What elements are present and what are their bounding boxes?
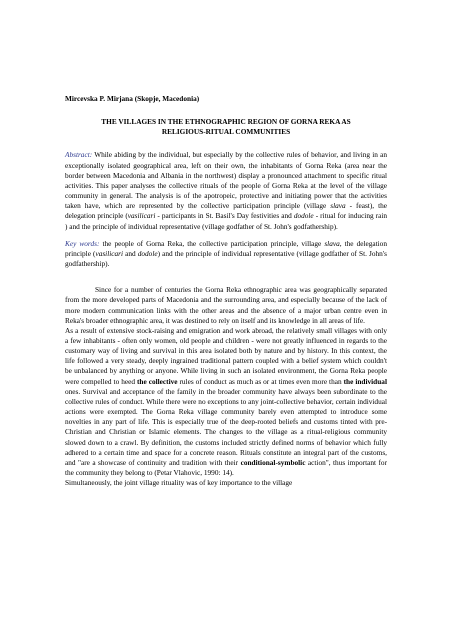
abstract [65, 150, 387, 231]
keywords-label: Key words: [65, 238, 100, 248]
abstract-term-dodole: dodole [293, 211, 314, 221]
title-line-1: THE VILLAGES IN THE ETHNOGRAPHIC REGION OF GORNA REKA AS [101, 117, 351, 127]
body-text-2d: action", thus important for the community they belong to (Petar Vlahovic, 1990: 14). [65, 457, 387, 477]
body-text-2c: ones. Survival and acceptance of the family in the broader community have always been subordinate to the collective rules of conduct. While there were no exceptions to any joint-collective behavior, certain individual actions were exempted. The Gorna Reka village community barely even attempted to introduce some novelties in any part of life. This is especially true of the deep-rooted beliefs and customs tinted with pre-Christian and Christian or Islamic elements. The changes to the village as a ritual-religious community slowed down to a crawl. By definition, the customs included strictly defined norms of behavior which fully adhered to a certain time and space for a concrete reason. Rituals constitute an integral part of the customs, and "are a showcase of continuity and tradition with their [65, 386, 387, 467]
body-text [65, 285, 387, 488]
keywords-term-slava: slava [324, 238, 340, 248]
abstract-text-3: - participants in St. Basil's Day festivities and [155, 211, 294, 221]
body-text-2b: rules of conduct as much as or at times even more than [177, 376, 344, 386]
keywords-term-dodole: dodole [137, 248, 158, 258]
keywords-text-1: the people of Gorna Reka, the collective participation principle, village [99, 238, 325, 248]
keywords-term-vasilicari: vasilicari [95, 248, 124, 258]
abstract-label: Abstract: [65, 150, 93, 160]
body-text-2a: As a result of extensive stock-raising and emigration and work abroad, the relatively small villages with only a few inhabitants - often only women, old people and children - were not greatly influenced in regards to the customary way of living and survival in this area isolated both by nature and by history. In this context, the life followed a very steady, deeply ingrained traditional pattern coupled with a belief system which couldn't be unbalanced by anything or anyone. While living in such an isolated environment, the Gorna Reka people were compelled to heed [65, 325, 387, 386]
abstract-term-vasilicari: vasilicari [127, 211, 156, 221]
abstract-term-slava: slava [330, 201, 346, 211]
paper-title [65, 117, 387, 137]
keywords-text-3: and [123, 248, 138, 258]
emphasis-individual: the individual [343, 376, 387, 386]
abstract-text-4: - ritual for inducing rain ) and the principle of individual representative (village godfather of St. John's godfathership). [65, 211, 387, 231]
author-line: Mircevska P. Mirjana (Skopje, Macedonia) [65, 94, 200, 103]
emphasis-conditional-symbolic: conditional-symbolic [240, 457, 306, 467]
keywords-text-4: ) and the principle of individual representative (village godfather of St. John's godfathership). [65, 248, 387, 269]
title-line-2: RELIGIOUS-RITUAL COMMUNITIES [161, 127, 291, 137]
body-paragraph-3: Simultaneously, the joint village rituality was of key importance to the village [65, 478, 293, 488]
page-content [65, 94, 387, 488]
body-paragraph-2 [65, 326, 387, 478]
body-paragraph-1: Since for a number of centuries the Gorna Reka ethnographic area was geographically separated from the more developed parts of Macedonia and the surrounding area, and especially because of the lack of more modern communication links with the other areas and the absence of a major urban centre even in Reka's broader ethnographic area, it was destined to rely on itself and its knowledge in all areas of life. [65, 285, 387, 325]
abstract-text-2: - feast), the delegation principle ( [65, 201, 387, 221]
emphasis-collective: the collective [137, 376, 178, 386]
keywords [65, 239, 387, 269]
keywords-text-2: , the delegation principle ( [65, 238, 387, 258]
abstract-text-1: While abiding by the individual, but especially by the collective rules of behavior, and living in an exceptionally isolated geographical area, left on their own, the inhabitants of Gorna Reka (area near the border between Macedonia and Albania in the northwest) display a pronounced attachment to specific ritual activities. This paper analyses the collective rituals of the people of Gorna Reka at the level of the village community in general. The analysis is of the apotropeic, protective and initiating power that the activities taken have, which are represented by the collective participation principle (village [65, 150, 387, 211]
